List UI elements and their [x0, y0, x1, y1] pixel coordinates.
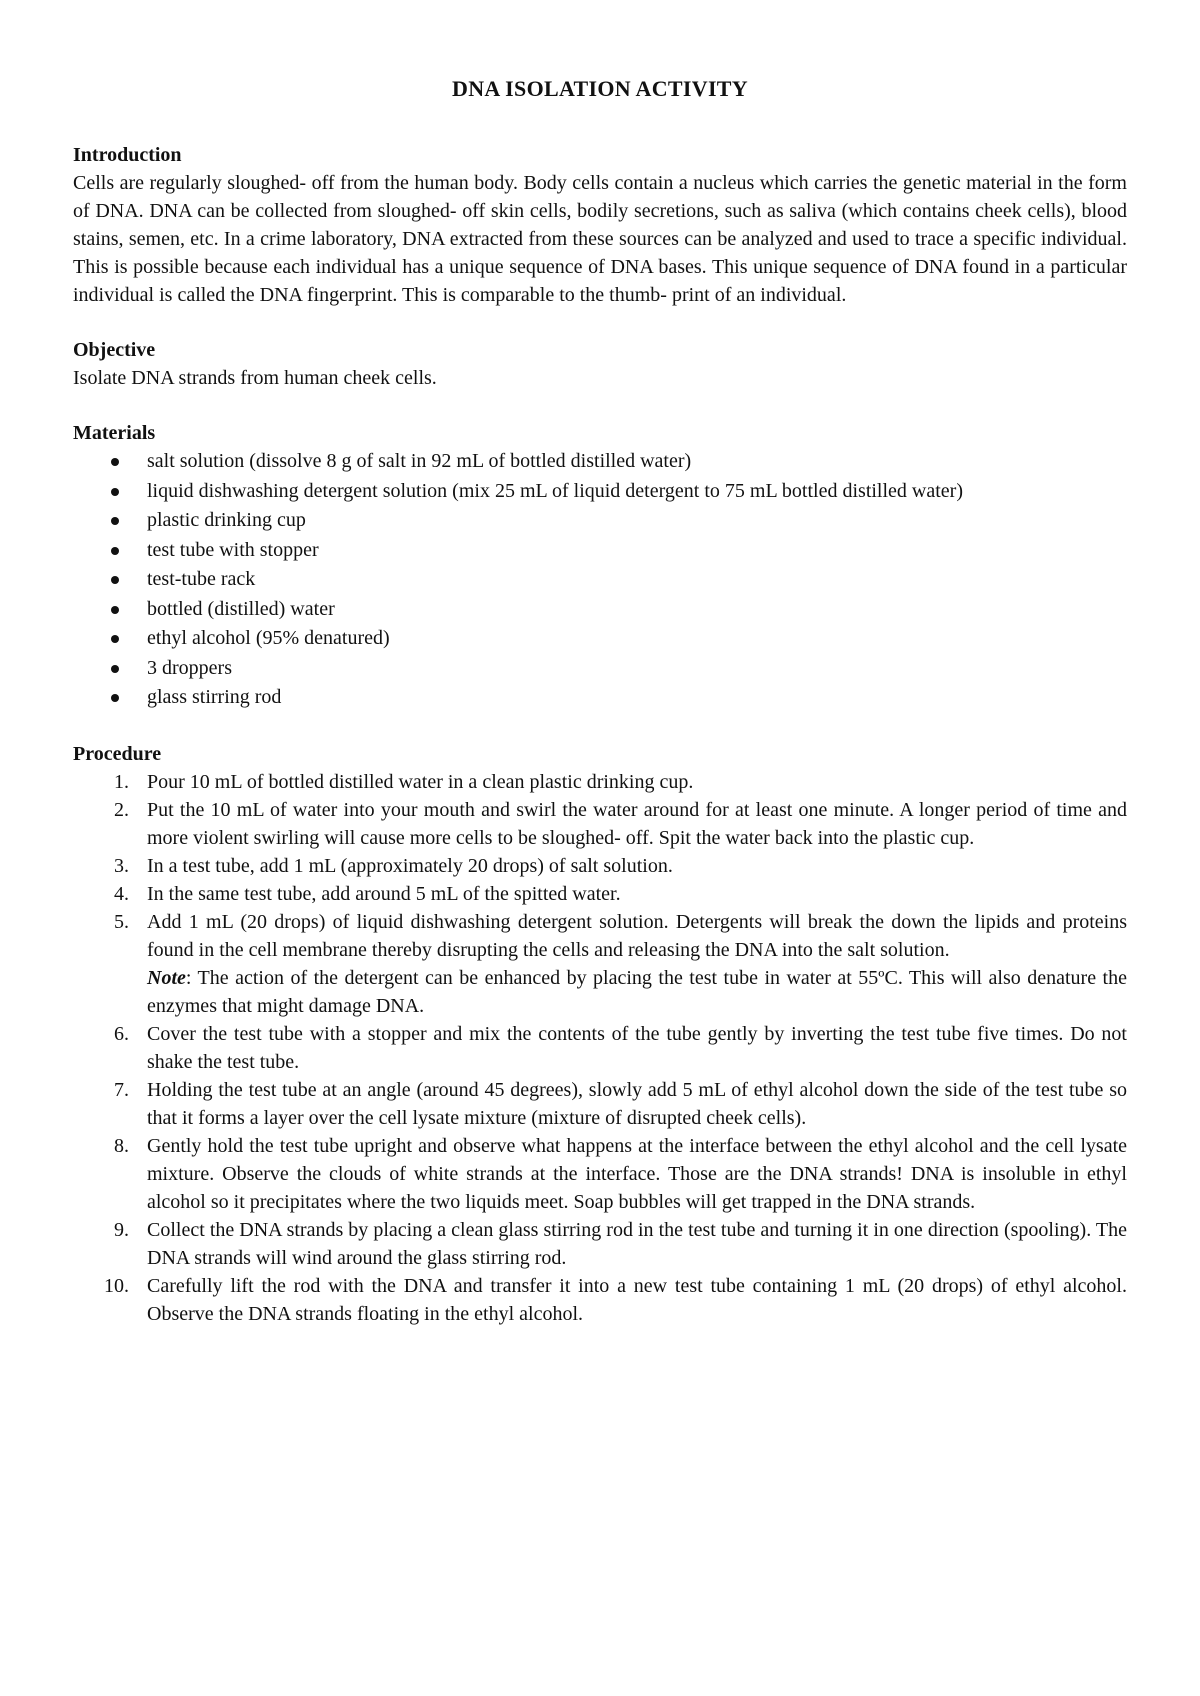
list-item [73, 595, 1127, 625]
material-text: bottled (distilled) water [147, 597, 335, 620]
bullet-icon [111, 694, 119, 702]
step-text: Pour 10 mL of bottled distilled water in a clean plastic drinking cup. [147, 770, 694, 793]
material-text: plastic drinking cup [147, 509, 306, 531]
bullet-icon [111, 665, 119, 673]
procedure-step [73, 1216, 1127, 1272]
step-number: 8. [114, 1134, 129, 1157]
list-item [73, 565, 1127, 595]
step-text: Put the 10 mL of water into your mouth and swirl the water around for at least one minute. A longer period of time and more violent swirling will cause more cells to be sloughed- off. Spit the water back into the plastic cup. [147, 798, 1127, 849]
step-text: Cover the test tube with a stopper and mix the contents of the tube gently by inverting the test tube five times. Do not shake the test tube. [147, 1022, 1127, 1073]
list-item [73, 624, 1127, 654]
procedure-step [73, 1272, 1127, 1328]
procedure-step [73, 880, 1127, 908]
bullet-icon [111, 606, 119, 614]
note-label: Note [147, 966, 186, 989]
step-text: In a test tube, add 1 mL (approximately 20 drops) of salt solution. [147, 854, 673, 877]
step-number: 4. [114, 882, 129, 905]
step-text: In the same test tube, add around 5 mL of the spitted water. [147, 882, 621, 905]
step-text: Add 1 mL (20 drops) of liquid dishwashing detergent solution. Detergents will break the down the lipids and proteins found in the cell membrane thereby disrupting the cells and releasing the DNA into the salt solution. [147, 910, 1127, 961]
list-item [73, 654, 1127, 684]
procedure-heading: Procedure [73, 742, 162, 765]
introduction-section [73, 142, 1127, 309]
bullet-icon [111, 458, 119, 466]
material-text: liquid dishwashing detergent solution (mix 25 mL of liquid detergent to 75 mL bottled distilled water) [147, 479, 963, 502]
introduction-text: Cells are regularly sloughed- off from the human body. Body cells contain a nucleus which carries the genetic material in the form of DNA. DNA can be collected from sloughed- off skin cells, bodily secretions, such as saliva (which contains cheek cells), blood stains, semen, etc. In a crime laboratory, DNA extracted from these sources can be analyzed and used to trace a specific individual. This is possible because each individual has a unique sequence of DNA bases. This unique sequence of DNA found in a particular individual is called the DNA fingerprint. This is comparable to the thumb- print of an individual. [73, 172, 1127, 306]
objective-heading: Objective [73, 339, 156, 361]
objective-text: Isolate DNA strands from human cheek cells. [73, 367, 437, 389]
material-text: glass stirring rod [147, 686, 282, 708]
materials-section [73, 420, 1127, 713]
step-number: 5. [114, 910, 129, 933]
bullet-icon [111, 576, 119, 584]
step-number: 1. [114, 770, 129, 793]
procedure-section [73, 741, 1127, 1328]
bullet-icon [111, 547, 119, 555]
bullet-icon [111, 517, 119, 525]
step-number: 10. [104, 1274, 129, 1297]
procedure-step [73, 1132, 1127, 1216]
note-text: : The action of the detergent can be enhanced by placing the test tube in water at 55ºC. This will also denature the enzymes that might damage DNA. [147, 966, 1127, 1017]
objective-section [73, 337, 1127, 392]
bullet-icon [111, 488, 119, 496]
step-number: 6. [114, 1022, 129, 1045]
list-item [73, 477, 1127, 507]
step-number: 3. [114, 854, 129, 877]
bullet-icon [111, 635, 119, 643]
introduction-heading: Introduction [73, 144, 182, 166]
procedure-step [73, 768, 1127, 796]
materials-heading: Materials [73, 422, 156, 444]
materials-list [73, 447, 1127, 713]
list-item [73, 447, 1127, 477]
step-text: Carefully lift the rod with the DNA and transfer it into a new test tube containing 1 mL (20 drops) of ethyl alcohol. Observe the DNA strands floating in the ethyl alcohol. [147, 1274, 1127, 1325]
list-item [73, 506, 1127, 536]
procedure-list [73, 768, 1127, 1328]
material-text: test tube with stopper [147, 538, 319, 561]
list-item [73, 683, 1127, 713]
step-text: Collect the DNA strands by placing a clean glass stirring rod in the test tube and turning it in one direction (spooling). The DNA strands will wind around the glass stirring rod. [147, 1218, 1127, 1269]
page-title: DNA ISOLATION ACTIVITY [452, 76, 748, 101]
step-number: 7. [114, 1078, 129, 1101]
procedure-step [73, 908, 1127, 1020]
material-text: test-tube rack [147, 568, 256, 590]
material-text: salt solution (dissolve 8 g of salt in 92 mL of bottled distilled water) [147, 450, 692, 472]
procedure-step [73, 1076, 1127, 1132]
procedure-step [73, 796, 1127, 852]
procedure-step [73, 852, 1127, 880]
procedure-step [73, 1020, 1127, 1076]
material-text: ethyl alcohol (95% denatured) [147, 627, 390, 649]
step-number: 2. [114, 798, 129, 821]
step-number: 9. [114, 1218, 129, 1241]
step-text: Holding the test tube at an angle (around 45 degrees), slowly add 5 mL of ethyl alcohol down the side of the test tube so that it forms a layer over the cell lysate mixture (mixture of disrupted cheek cells). [147, 1078, 1127, 1129]
list-item [73, 536, 1127, 566]
material-text: 3 droppers [147, 656, 232, 679]
step-text: Gently hold the test tube upright and observe what happens at the interface between the ethyl alcohol and the cell lysate mixture. Observe the clouds of white strands at the interface. Those are the DNA strands! DNA is insoluble in ethyl alcohol so it precipitates where the two liquids meet. Soap bubbles will get trapped in the DNA strands. [147, 1134, 1127, 1213]
